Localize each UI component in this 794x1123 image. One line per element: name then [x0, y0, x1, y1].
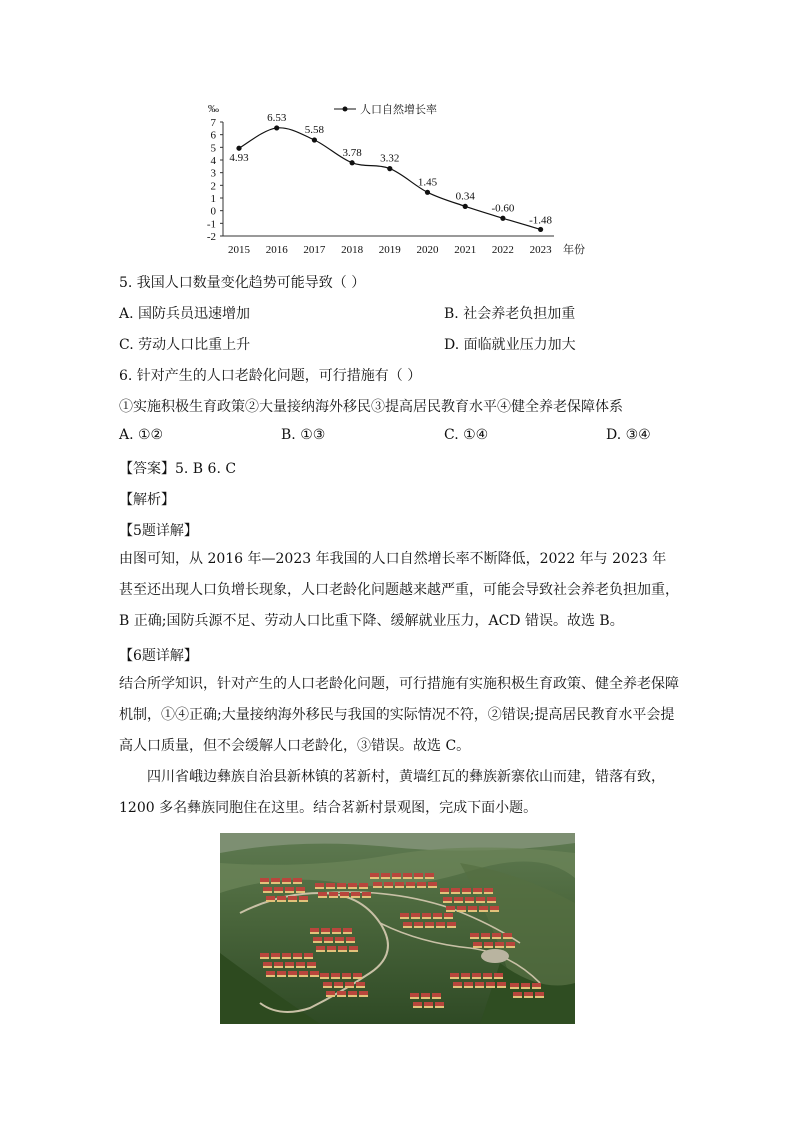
house-roof — [266, 971, 275, 975]
house-roof — [395, 882, 404, 886]
house-roof — [486, 982, 495, 986]
house-roof — [332, 928, 341, 932]
house-roof — [473, 888, 482, 892]
house-roof — [288, 971, 297, 975]
house-roof — [359, 991, 368, 995]
answer-line: 【答案】5. B 6. C — [119, 461, 237, 477]
detail6-text: 结合所学知识，针对产生的人口老龄化问题，可行措施有实施积极生育政策、健全养老保障机制，①④正确;大量接纳海外移民与我国的实际情况不符，②错误;提高居民教育水平会提高人口质量，但不会缓解人口老龄化，③错误。故选 C。 — [119, 676, 679, 754]
house-roof — [457, 906, 466, 910]
house-roof — [351, 892, 360, 896]
legend-marker — [343, 107, 348, 112]
house-roof — [277, 896, 286, 900]
house-roof — [316, 946, 325, 950]
house-roof — [453, 982, 462, 986]
house-roof — [524, 992, 533, 996]
house-roof — [443, 897, 452, 901]
data-point — [425, 190, 430, 195]
data-point — [274, 125, 279, 130]
q5-option-a: A. 国防兵员迅速增加 — [119, 306, 251, 322]
house-roof — [335, 937, 344, 941]
house-roof — [465, 897, 474, 901]
y-tick-label: -1 — [206, 218, 216, 231]
house-roof — [362, 892, 371, 896]
house-roof — [326, 991, 335, 995]
house-roof — [384, 882, 393, 886]
y-tick-label: 5 — [210, 142, 216, 155]
data-point — [236, 146, 241, 151]
house-roof — [479, 906, 488, 910]
house-roof — [320, 973, 329, 977]
q5-option-b: B. 社会养老负担加重 — [444, 306, 576, 322]
house-roof — [428, 882, 437, 886]
house-roof — [296, 962, 305, 966]
data-point — [463, 204, 468, 209]
house-roof — [447, 922, 456, 926]
house-roof — [435, 1002, 444, 1006]
house-roof — [484, 942, 493, 946]
house-roof — [296, 887, 305, 891]
house-roof — [337, 883, 346, 887]
house-roof — [285, 887, 294, 891]
house-roof — [484, 888, 493, 892]
data-point — [538, 227, 543, 232]
x-axis-title: 年份 — [563, 244, 585, 256]
house-roof — [313, 937, 322, 941]
x-tick-label: 2016 — [265, 244, 288, 256]
house-roof — [304, 953, 313, 957]
house-roof — [510, 983, 519, 987]
house-roof — [432, 993, 441, 997]
x-tick-label: 2021 — [454, 244, 477, 256]
house-roof — [400, 913, 409, 917]
house-roof — [373, 882, 382, 886]
q5-option-d: D. 面临就业压力加大 — [444, 337, 576, 353]
house-roof — [299, 896, 308, 900]
q6-stem: 6. 针对产生的人口老龄化问题，可行措施有（ ） — [119, 368, 422, 384]
house-roof — [356, 982, 365, 986]
house-roof — [444, 913, 453, 917]
q6-option-d: D. ③④ — [606, 427, 651, 443]
house-roof — [492, 933, 501, 937]
q5-stem: 5. 我国人口数量变化趋势可能导致（ ） — [119, 275, 366, 291]
house-roof — [329, 892, 338, 896]
data-point — [500, 216, 505, 221]
y-tick-label: 4 — [210, 155, 216, 167]
house-roof — [481, 933, 490, 937]
house-roof — [260, 953, 269, 957]
house-roof — [334, 982, 343, 986]
house-roof — [411, 913, 420, 917]
house-roof — [299, 971, 308, 975]
house-roof — [288, 896, 297, 900]
house-roof — [440, 888, 449, 892]
q6-option-b: B. ①③ — [281, 427, 326, 443]
house-roof — [327, 946, 336, 950]
house-roof — [348, 883, 357, 887]
house-roof — [338, 946, 347, 950]
data-point — [312, 137, 317, 142]
data-label: 3.78 — [342, 146, 362, 159]
house-roof — [342, 973, 351, 977]
house-roof — [277, 971, 286, 975]
data-label: 3.32 — [380, 152, 400, 165]
data-label: 0.34 — [455, 190, 475, 203]
legend-label: 人口自然增长率 — [360, 104, 437, 116]
house-roof — [310, 971, 319, 975]
house-roof — [503, 933, 512, 937]
house-roof — [403, 873, 412, 877]
house-roof — [326, 883, 335, 887]
house-roof — [353, 973, 362, 977]
y-tick-label: 7 — [210, 117, 216, 129]
house-roof — [274, 962, 283, 966]
house-roof — [417, 882, 426, 886]
house-roof — [472, 973, 481, 977]
house-roof — [331, 973, 340, 977]
x-tick-label: 2022 — [491, 244, 514, 256]
house-roof — [345, 982, 354, 986]
q6-option-c: C. ①④ — [444, 427, 489, 443]
population-growth-chart — [196, 96, 616, 264]
house-roof — [473, 942, 482, 946]
detail6-heading: 【6题详解】 — [119, 648, 198, 664]
data-label: 6.53 — [267, 111, 287, 124]
house-roof — [532, 983, 541, 987]
house-roof — [462, 888, 471, 892]
data-label: 5.58 — [304, 123, 325, 136]
house-roof — [483, 973, 492, 977]
house-roof — [513, 992, 522, 996]
q6-option-a: A. ①② — [119, 427, 164, 443]
house-roof — [266, 896, 275, 900]
house-roof — [421, 993, 430, 997]
house-roof — [464, 982, 473, 986]
house-roof — [494, 973, 503, 977]
house-roof — [315, 883, 324, 887]
x-tick-label: 2019 — [378, 244, 401, 256]
x-tick-label: 2015 — [228, 244, 250, 256]
house-roof — [468, 906, 477, 910]
x-tick-label: 2018 — [341, 244, 364, 256]
house-roof — [403, 922, 412, 926]
house-roof — [370, 873, 379, 877]
house-roof — [285, 962, 294, 966]
analysis-heading: 【解析】 — [119, 492, 175, 508]
house-roof — [521, 983, 530, 987]
house-roof — [282, 953, 291, 957]
house-roof — [324, 937, 333, 941]
y-tick-label: 2 — [210, 180, 216, 193]
x-tick-label: 2023 — [529, 244, 552, 256]
house-roof — [470, 933, 479, 937]
house-roof — [424, 1002, 433, 1006]
x-tick-label: 2017 — [303, 244, 326, 256]
house-roof — [271, 953, 280, 957]
data-point — [350, 160, 355, 165]
house-roof — [381, 873, 390, 877]
house-roof — [414, 922, 423, 926]
q5-option-c: C. 劳动人口比重上升 — [119, 337, 251, 353]
house-roof — [413, 1002, 422, 1006]
house-roof — [422, 913, 431, 917]
q6-items: ①实施积极生育政策②大量接纳海外移民③提高居民教育水平④健全养老保障体系 — [119, 399, 623, 415]
house-roof — [343, 928, 352, 932]
house-roof — [446, 906, 455, 910]
house-roof — [450, 973, 459, 977]
y-tick-label: 6 — [210, 129, 216, 142]
house-roof — [497, 982, 506, 986]
house-roof — [274, 887, 283, 891]
house-roof — [425, 873, 434, 877]
house-roof — [535, 992, 544, 996]
house-roof — [410, 993, 419, 997]
house-roof — [495, 942, 504, 946]
house-roof — [293, 953, 302, 957]
data-point — [387, 166, 392, 171]
y-tick-label: -2 — [206, 231, 216, 243]
house-roof — [490, 906, 499, 910]
house-roof — [260, 878, 269, 882]
house-roof — [340, 892, 349, 896]
house-roof — [454, 897, 463, 901]
house-roof — [506, 942, 515, 946]
house-roof — [263, 887, 272, 891]
house-roof — [436, 922, 445, 926]
house-roof — [425, 922, 434, 926]
house-roof — [461, 973, 470, 977]
house-roof — [475, 982, 484, 986]
data-label: 4.93 — [229, 152, 249, 165]
house-roof — [318, 892, 327, 896]
house-roof — [307, 962, 316, 966]
house-roof — [293, 878, 302, 882]
y-tick-label: 1 — [210, 193, 216, 205]
house-roof — [310, 928, 319, 932]
house-roof — [321, 928, 330, 932]
house-roof — [337, 991, 346, 995]
house-roof — [406, 882, 415, 886]
house-roof — [263, 962, 272, 966]
house-roof — [346, 937, 355, 941]
house-roof — [282, 878, 291, 882]
house-roof — [348, 991, 357, 995]
x-tick-label: 2020 — [416, 244, 439, 256]
detail5-text: 由图可知，从 2016 年—2023 年我国的人口自然增长率不断降低，2022 年与 2023 年甚至还出现人口负增长现象，人口老龄化问题越来越严重，可能会导致社会养老负担加重，B 正确;国防兵源不足、劳动人口比重下降、缓解就业压力，ACD 错误。故选 B。 — [119, 551, 679, 629]
data-label: -1.48 — [529, 214, 553, 227]
house-roof — [359, 883, 368, 887]
house-roof — [451, 888, 460, 892]
y-unit-label: ‰ — [208, 103, 219, 115]
intro-paragraph: 四川省峨边彝族自治县新林镇的茗新村，黄墙红瓦的彝族新寨依山而建，错落有致，1200 多名彝族同胞住在这里。结合茗新村景观图，完成下面小题。 — [119, 769, 665, 816]
data-label: 1.45 — [417, 176, 438, 189]
y-tick-label: 0 — [210, 205, 216, 218]
house-roof — [323, 982, 332, 986]
house-roof — [414, 873, 423, 877]
house-roof — [392, 873, 401, 877]
house-roof — [349, 946, 358, 950]
data-label: -0.60 — [491, 202, 515, 215]
house-roof — [271, 878, 280, 882]
y-tick-label: 3 — [210, 167, 216, 180]
house-roof — [476, 897, 485, 901]
detail5-heading: 【5题详解】 — [119, 523, 198, 539]
house-roof — [433, 913, 442, 917]
village-aerial-photo — [220, 833, 575, 1024]
house-roof — [487, 897, 496, 901]
